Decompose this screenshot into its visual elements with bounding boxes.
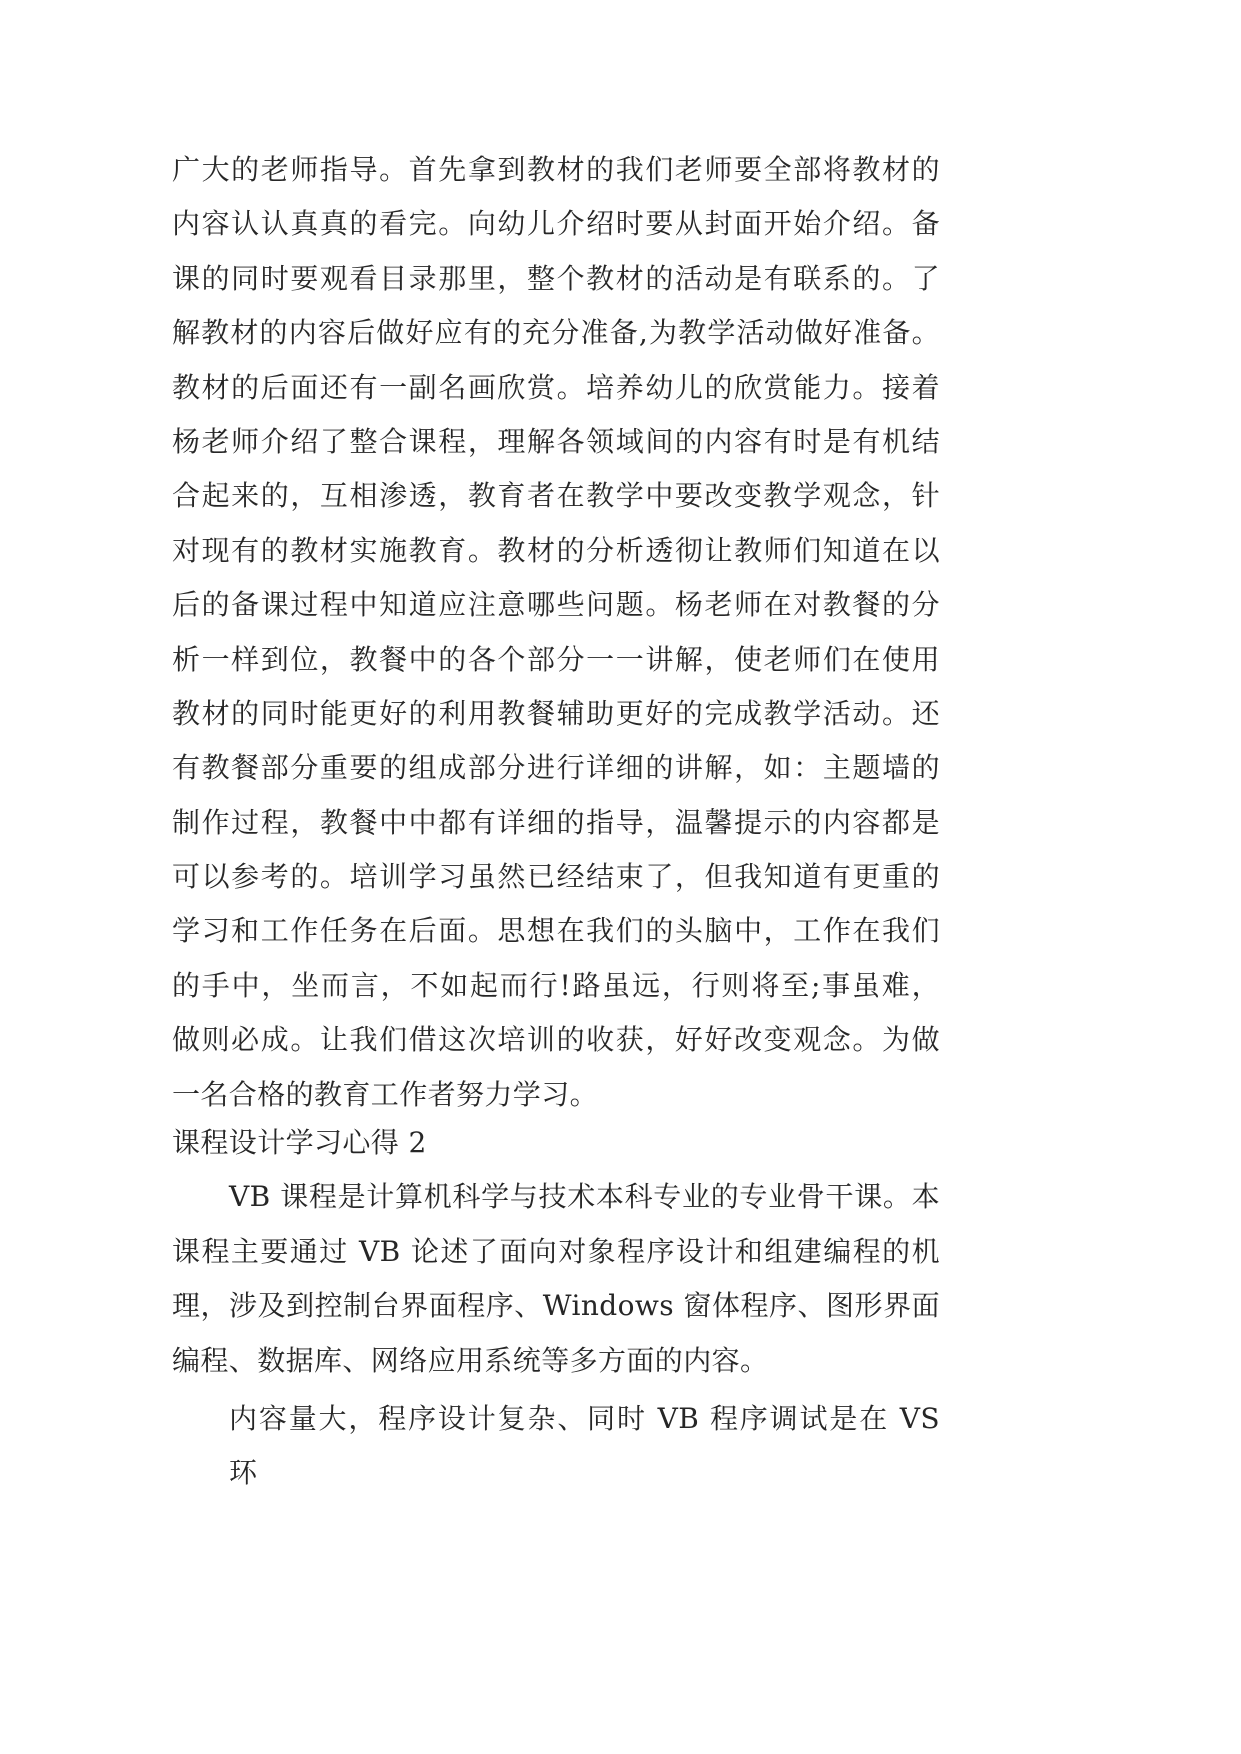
text-line: 对现有的教材实施教育。教材的分析透彻让教师们知道在以 [172,533,940,567]
text-line: 解教材的内容后做好应有的充分准备,为教学活动做好准备。 [172,316,940,350]
text-line: 学习和工作任务在后面。思想在我们的头脑中，工作在我们 [172,914,940,948]
text-line: 教材的后面还有一副名画欣赏。培养幼儿的欣赏能力。接着 [172,370,940,404]
section-paragraph [172,1392,940,1490]
text-line: 教材的同时能更好的利用教餐辅助更好的完成教学活动。还 [172,696,940,730]
text-line: 一名合格的教育工作者努力学习。 [172,1077,599,1111]
text-line: 有教餐部分重要的组成部分进行详细的讲解，如：主题墙的 [172,751,940,785]
section-paragraph [172,1170,940,1388]
text-line: 理，涉及到控制台界面程序、Windows 窗体程序、图形界面 [172,1289,940,1323]
text-line: 内容认认真真的看完。向幼儿介绍时要从封面开始介绍。备 [172,207,940,241]
continued-paragraph [172,143,940,1122]
section-heading: 课程设计学习心得 2 [172,1126,427,1160]
text-line: 做则必成。让我们借这次培训的收获，好好改变观念。为做 [172,1023,940,1057]
text-line: 课程主要通过 VB 论述了面向对象程序设计和组建编程的机 [172,1234,940,1268]
document-body [172,143,940,1490]
text-line: 杨老师介绍了整合课程，理解各领域间的内容有时是有机结 [172,424,940,458]
text-line: 广大的老师指导。首先拿到教材的我们老师要全部将教材的 [172,153,940,186]
text-line: VB 课程是计算机科学与技术本科专业的专业骨干课。本 [229,1180,940,1214]
text-line: 析一样到位，教餐中的各个部分一一讲解，使老师们在使用 [172,642,940,676]
text-line: 合起来的，互相渗透，教育者在教学中要改变教学观念，针 [172,479,940,513]
text-line: 后的备课过程中知道应注意哪些问题。杨老师在对教餐的分 [172,588,940,622]
text-line: 课的同时要观看目录那里，整个教材的活动是有联系的。了 [172,261,940,295]
text-line: 的手中，坐而言，不如起而行!路虽远，行则将至;事虽难， [172,968,940,1002]
text-line: 可以参考的。培训学习虽然已经结束了，但我知道有更重的 [172,860,940,894]
text-line: 编程、数据库、网络应用系统等多方面的内容。 [172,1343,769,1377]
text-line: 制作过程，教餐中中都有详细的指导，温馨提示的内容都是 [172,805,940,839]
text-line: 内容量大，程序设计复杂、同时 VB 程序调试是在 VS 环 [229,1401,940,1490]
